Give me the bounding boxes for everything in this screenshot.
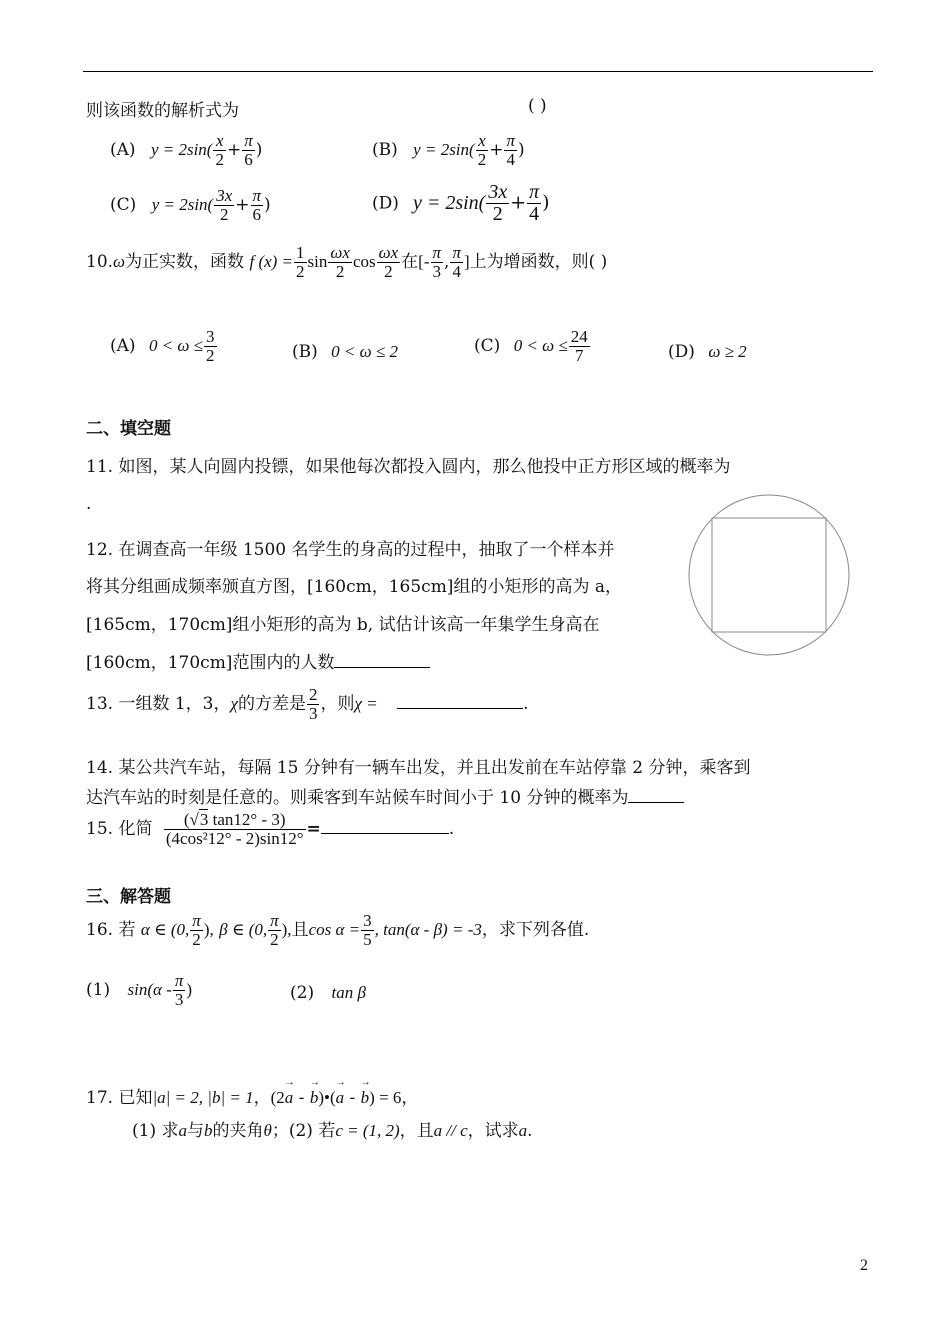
paren: ): [264, 194, 271, 215]
q12-line4-text: [160cm，170cm]范围内的人数: [86, 653, 335, 673]
q9-option-b: [372, 132, 525, 169]
numerator: 3: [363, 911, 372, 930]
period: .: [448, 818, 455, 839]
q17-text: 17. 已知: [86, 1088, 153, 1108]
q14-line2-text: 达汽车站的时刻是任意的。则乘客到车站候车时间小于 10 分钟的概率为: [86, 788, 629, 808]
answer-blank[interactable]: [628, 786, 684, 803]
expr: 0 < ω ≤: [148, 335, 204, 355]
paren: ),: [203, 919, 214, 939]
page-number: 2: [860, 1257, 868, 1274]
denominator: 4: [452, 261, 461, 281]
parallel-condition: a // c: [433, 1121, 468, 1140]
option-label: (D): [668, 342, 695, 362]
vector-b: b: [203, 1121, 213, 1140]
expr: y = 2sin(: [412, 191, 486, 214]
q12-line4: [86, 648, 430, 673]
vector-norms: |a| = 2, |b| = 1: [152, 1088, 254, 1107]
beta-range: β ∈ (0,: [219, 919, 268, 939]
q15-text: 15. 化简: [86, 818, 153, 839]
denominator: 2: [270, 929, 279, 949]
part-label: (1): [86, 979, 111, 1000]
denominator: 2: [215, 149, 224, 169]
numerator: x: [476, 132, 489, 151]
q17-text: (1) 求: [132, 1121, 179, 1141]
semicolon: ；: [271, 1121, 289, 1141]
answer-blank[interactable]: [334, 651, 430, 668]
dot-product: )•(: [318, 1088, 336, 1107]
numerator: π: [529, 181, 540, 203]
denominator: 2: [492, 203, 503, 225]
plus: +: [489, 139, 504, 160]
numerator: 3x: [488, 181, 508, 203]
paren: ): [186, 979, 193, 999]
vector-a: a: [518, 1121, 528, 1140]
paren: ): [542, 191, 550, 214]
q9-option-c: [110, 187, 271, 224]
q16-text: 且: [291, 919, 309, 940]
q12-line3: [165cm，170cm]组小矩形的高为 b, 试估计该高一年集学生身高在: [86, 615, 600, 635]
q15: 15. 化简 $\frac{(√3 \tan 12^\circ - 3)}{\text{(4cos²12° - 2)sin12°}}$ = .: [86, 810, 455, 848]
vector-a: → a: [285, 1088, 294, 1108]
paren: ): [255, 139, 263, 160]
circle: [689, 495, 849, 655]
q13: [86, 686, 528, 723]
sqrt-radicand: 3: [199, 810, 209, 829]
equals: =: [306, 818, 321, 839]
sin: sin: [307, 251, 328, 271]
denominator: 5: [363, 929, 372, 949]
cos-alpha: cos α =: [308, 919, 361, 939]
comma: ，: [253, 1088, 271, 1108]
vector-a: a: [178, 1121, 187, 1140]
paren: (2: [270, 1088, 285, 1107]
q17-line1: [86, 1083, 418, 1108]
q12-line2: 将其分组画成频率颁直方图，[160cm，165cm]组的小矩形的高为 a，: [86, 577, 622, 597]
period: .: [527, 1121, 533, 1141]
option-label: (D): [372, 193, 399, 214]
option-label: (A): [110, 139, 136, 160]
q10-option-c: [474, 328, 591, 365]
denominator: 4: [529, 203, 540, 225]
q11-line1: 11. 如图，某人向圆内投镖，如果他每次都投入圆内，那么他投中正方形区域的概率为: [86, 457, 731, 477]
question-number: 10.: [86, 251, 114, 272]
numerator: π: [452, 243, 461, 262]
q16-part2: [290, 983, 366, 1003]
q10-option-a: [110, 328, 218, 365]
plus: +: [510, 191, 527, 214]
section-heading-solutions: 三、解答题: [86, 887, 171, 907]
denominator: (4cos²12° - 2)sin12°: [165, 828, 304, 848]
paren: ),: [281, 919, 292, 939]
equals-value: ) = 6: [369, 1088, 402, 1107]
denominator: 2: [206, 345, 215, 365]
numerator: π: [432, 243, 442, 262]
denominator: 2: [192, 929, 201, 949]
expr: tan β: [331, 983, 366, 1002]
q17-text: ，试求: [467, 1121, 519, 1141]
denominator: 3: [308, 703, 318, 723]
numerator: 2: [308, 685, 318, 704]
vector-b: → b: [310, 1088, 319, 1108]
expr: y = 2sin(: [150, 139, 213, 159]
numerator: π: [244, 131, 253, 150]
q12-line1: 12. 在调查高一年级 1500 名学生的身高的过程中，抽取了一个样本并: [86, 540, 615, 560]
theta: θ: [263, 1121, 272, 1140]
alpha-range: α ∈ (0,: [140, 919, 190, 939]
q9-option-d: [372, 182, 550, 225]
numerator: ωx: [378, 243, 399, 262]
plus: +: [235, 194, 250, 215]
omega: ω: [113, 251, 126, 271]
denominator: 7: [575, 345, 584, 365]
option-label: (A): [110, 335, 136, 356]
denominator: 2: [477, 149, 487, 169]
expr: y = 2sin(: [413, 139, 475, 159]
q11-line2: .: [86, 494, 92, 514]
comma: ，: [401, 1088, 419, 1108]
chi: χ =: [354, 693, 378, 713]
paren: ): [517, 139, 525, 160]
denominator: 2: [335, 261, 345, 281]
q13-text: 13. 一组数 1，3，: [86, 693, 231, 714]
numerator: π: [192, 911, 201, 930]
period: .: [523, 693, 529, 714]
numerator: 3: [206, 327, 215, 346]
expr: y = 2sin(: [151, 194, 214, 214]
numerator: π: [506, 131, 515, 150]
answer-blank[interactable]: [397, 692, 523, 709]
q9-answer-bracket: ( ): [528, 96, 547, 116]
plus: +: [226, 139, 242, 160]
minus: -: [344, 1088, 361, 1108]
denominator: 4: [506, 149, 515, 169]
denominator: 6: [252, 204, 262, 224]
chi: χ: [230, 693, 238, 713]
option-label: (B): [292, 342, 318, 362]
numerator: π: [174, 971, 184, 990]
q17-line2: [132, 1116, 533, 1141]
denominator: 6: [244, 149, 253, 169]
numerator: tan12° - 3): [212, 810, 286, 829]
numerator: 24: [570, 327, 588, 346]
expr: sin(α -: [127, 979, 172, 999]
numerator: 3x: [216, 186, 233, 205]
option-label: (B): [372, 139, 398, 160]
numerator: 1: [296, 243, 305, 262]
inscribed-square: [712, 518, 826, 632]
numerator: π: [252, 186, 262, 205]
numerator: x: [213, 132, 226, 151]
vector-a: → a: [336, 1088, 345, 1108]
expr: ω ≥ 2: [708, 342, 747, 361]
denominator: 3: [432, 261, 442, 281]
minus: -: [293, 1088, 310, 1108]
option-label: (C): [474, 335, 501, 356]
denominator: 2: [219, 204, 229, 224]
q16-text: ，求下列各值.: [481, 919, 590, 940]
q14-line1: 14. 某公共汽车站，每隔 15 分钟有一辆车出发，并且出发前在车站停靠 2 分钟，乘客到: [86, 758, 751, 778]
tan-difference: , tan(α - β) = -3: [374, 919, 482, 939]
bracket: ]: [463, 251, 470, 271]
q16-text: 16. 若: [86, 919, 136, 940]
q14-line2: [86, 783, 684, 808]
q9-option-a: [110, 132, 262, 169]
q10-text: 为正实数，函数: [125, 251, 245, 272]
q9-stem-text: 则该函数的解析式为: [86, 101, 239, 121]
q10-option-b: [292, 342, 398, 362]
bracket: [-: [418, 251, 430, 271]
q13-text: 的方差是: [237, 693, 306, 714]
q16-part1: [86, 972, 192, 1009]
q16: [86, 912, 589, 949]
header-rule: [83, 71, 873, 72]
cos: cos: [352, 251, 376, 271]
q17-text: 与: [186, 1121, 204, 1141]
comma: ,: [444, 251, 450, 272]
answer-blank[interactable]: [321, 817, 449, 834]
expr: 0 < ω ≤: [513, 335, 568, 355]
q17-text: 的夹角: [212, 1121, 264, 1141]
section-heading-fill-blank: 二、填空题: [86, 419, 171, 439]
vector-b: → b: [361, 1088, 370, 1108]
paren: (: [183, 810, 190, 829]
denominator: 3: [174, 989, 184, 1009]
q17-text: ，且: [399, 1121, 434, 1141]
q9-stem: [86, 96, 239, 121]
q10-text: 在: [401, 251, 419, 272]
q10-option-d: [668, 342, 747, 362]
option-label: (C): [110, 194, 137, 215]
q10-text: 上为增函数，则( ): [469, 251, 608, 272]
numerator: π: [270, 911, 279, 930]
denominator: 2: [384, 261, 393, 281]
q13-text: ，则: [320, 693, 355, 714]
expr: 0 < ω ≤ 2: [331, 342, 398, 361]
q17-text: (2) 若: [288, 1121, 336, 1141]
denominator: 2: [296, 261, 305, 281]
part-label: (2): [290, 983, 315, 1003]
function: f (x) =: [249, 251, 294, 271]
numerator: ωx: [330, 243, 350, 262]
circle-square-figure: [686, 494, 854, 658]
q10-stem: [86, 244, 607, 281]
vector-c: c = (1, 2): [335, 1121, 400, 1140]
